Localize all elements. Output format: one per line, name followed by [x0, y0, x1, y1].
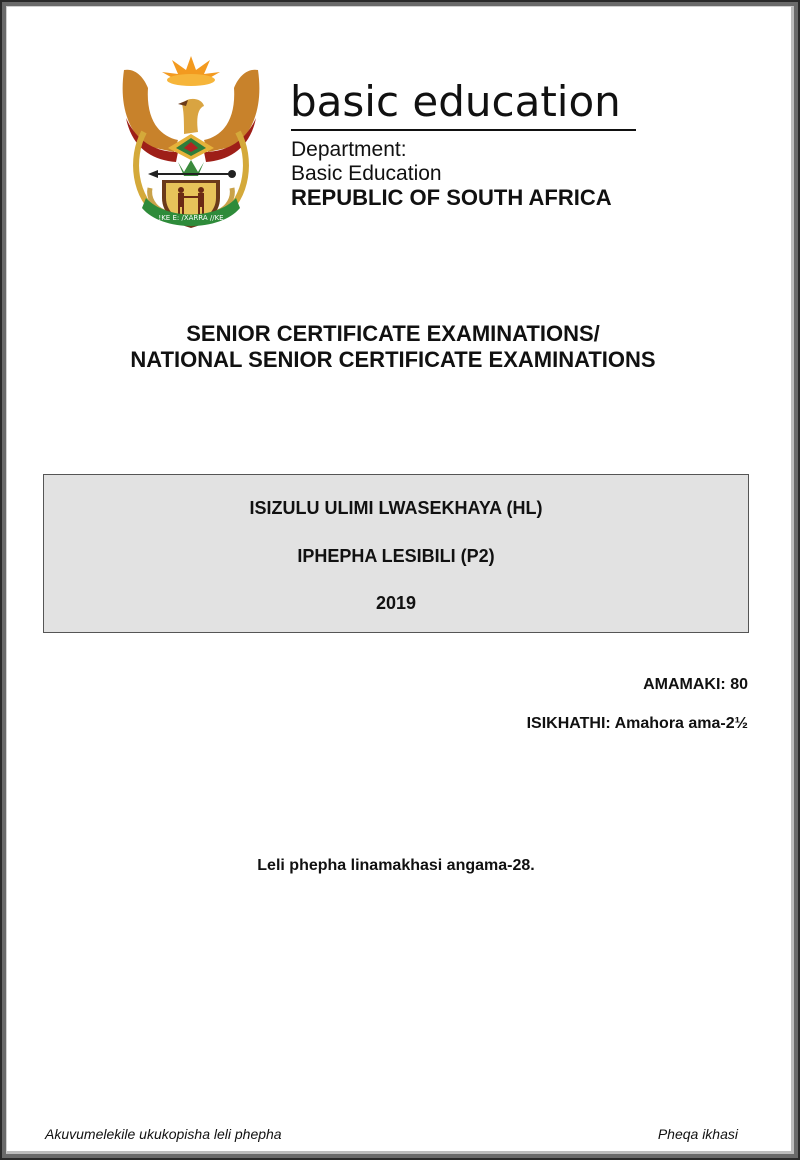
country-name: REPUBLIC OF SOUTH AFRICA: [291, 185, 612, 210]
paper-name: IPHEPHA LESIBILI (P2): [297, 546, 495, 566]
motto-text: !KE E: /XARRA //KE: [158, 214, 224, 222]
subject-box: [43, 474, 749, 633]
sun-icon: [162, 56, 220, 86]
copyright-note: Akuvumelekile ukukopisha leli phepha: [45, 1126, 282, 1142]
subject-name: ISIZULU ULIMI LWASEKHAYA (HL): [249, 498, 543, 518]
marks-total: AMAMAKI: 80: [643, 676, 748, 693]
brand-divider: [291, 129, 636, 131]
time-allowed: ISIKHATHI: Amahora ama-2½: [526, 715, 748, 732]
exam-title-line-2: NATIONAL SENIOR CERTIFICATE EXAMINATIONS: [130, 347, 656, 372]
brand-title: basic education: [290, 77, 621, 126]
turn-page-note: Pheqa ikhasi: [657, 1126, 738, 1142]
department-name: Basic Education: [291, 162, 442, 185]
exam-title-line-1: SENIOR CERTIFICATE EXAMINATIONS/: [186, 321, 600, 346]
exam-year: 2019: [375, 593, 417, 613]
coat-of-arms-icon: [118, 48, 264, 230]
page-count-note: Leli phepha linamakhasi angama-28.: [257, 857, 535, 874]
department-label: Department:: [291, 138, 407, 161]
